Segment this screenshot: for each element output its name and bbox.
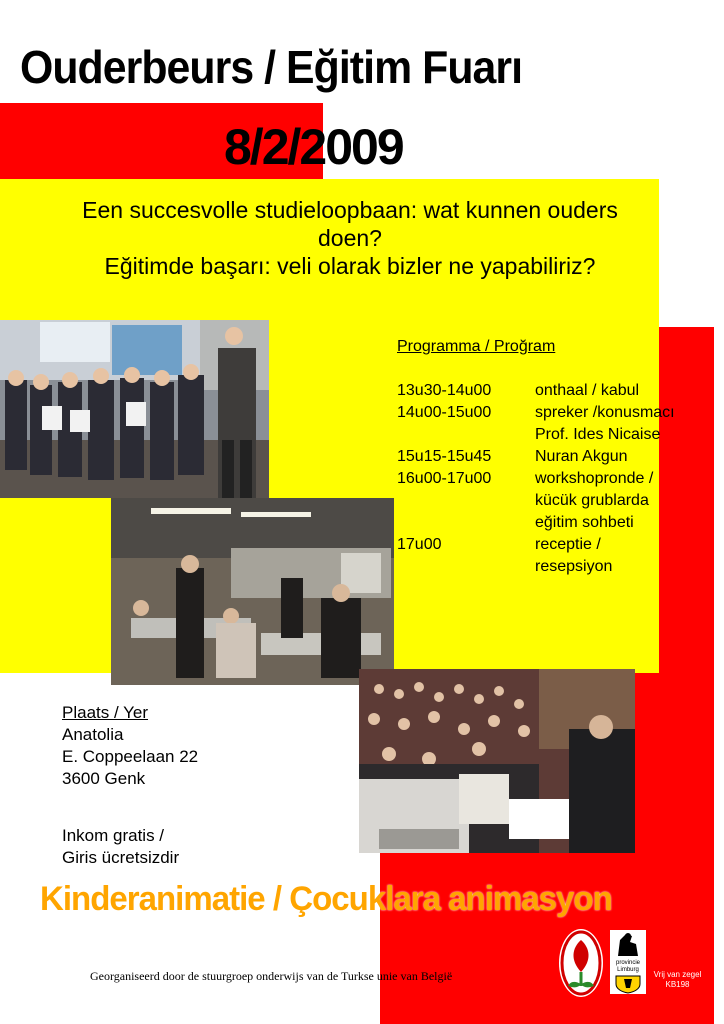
program-time — [397, 512, 535, 534]
program-row — [397, 424, 724, 446]
program-time — [397, 556, 535, 578]
limburg-logo-text: provincie Limburg — [615, 960, 640, 973]
program-desc: workshopronde / — [535, 470, 654, 487]
tulip-logo-icon — [558, 928, 604, 998]
program-time: 15u15-15u45 — [397, 448, 492, 465]
subtitle-line-2: doen? — [318, 225, 382, 251]
venue-section — [62, 702, 198, 790]
entry-line-1: Inkom gratis / — [62, 826, 165, 845]
program-row — [397, 534, 724, 556]
postage-free-note — [650, 970, 705, 990]
subtitle-line-3: Eğitimde başarı: veli olarak bizler ne yapabiliriz? — [104, 253, 596, 279]
entry-line-2: Giris ücretsizdir — [62, 848, 180, 867]
program-section — [397, 336, 724, 578]
program-row — [397, 490, 724, 512]
program-desc: kücük grublarda — [535, 492, 649, 509]
photo-classroom-meeting — [111, 498, 394, 685]
limburg-shield-icon — [610, 974, 646, 994]
photo-children-choir — [0, 320, 269, 498]
subtitle-line-1: Een succesvolle studieloopbaan: wat kunnen ouders — [82, 197, 618, 223]
lion-icon — [610, 930, 646, 960]
program-time — [397, 424, 535, 446]
program-desc: onthaal / kabul — [535, 382, 640, 399]
event-date: 8/2/2009 — [224, 119, 403, 175]
subtitle — [30, 196, 670, 280]
program-time: 13u30-14u00 — [397, 382, 492, 399]
entry-section — [62, 825, 179, 869]
organizer-note: Georganiseerd door de stuurgroep onderwijs van de Turkse unie van België — [90, 969, 453, 983]
program-desc: spreker /konusmacı — [535, 404, 675, 421]
program-heading: Programma / Proğram — [397, 338, 556, 355]
program-row — [397, 512, 724, 534]
program-desc: Nuran Akgun — [535, 448, 628, 465]
program-desc: resepsiyon — [535, 558, 613, 575]
program-desc: receptie / — [535, 536, 601, 553]
program-row — [397, 380, 724, 402]
program-desc: Prof. Ides Nicaise — [535, 426, 661, 443]
program-time — [397, 490, 535, 512]
venue-city: 3600 Genk — [62, 769, 146, 788]
program-row — [397, 556, 724, 578]
photo-auditorium-speaker — [359, 669, 635, 853]
limburg-logo — [610, 930, 646, 994]
postage-free-label: Vrij van zegel — [653, 970, 702, 979]
program-row — [397, 446, 724, 468]
program-desc: eğitim sohbeti — [535, 514, 634, 531]
program-row — [397, 468, 724, 490]
postage-free-code: KB198 — [665, 980, 690, 989]
program-time: 16u00-17u00 — [397, 470, 492, 487]
program-time: 17u00 — [397, 536, 442, 553]
venue-heading: Plaats / Yer — [62, 703, 149, 722]
venue-street: E. Coppeelaan 22 — [62, 747, 199, 766]
program-time: 14u00-15u00 — [397, 404, 492, 421]
kids-animation-banner: Kinderanimatie / Çocuklara animasyon — [40, 880, 612, 918]
poster-title: Ouderbeurs / Eğitim Fuarı — [20, 41, 523, 93]
venue-name: Anatolia — [62, 725, 124, 744]
program-row — [397, 402, 724, 424]
